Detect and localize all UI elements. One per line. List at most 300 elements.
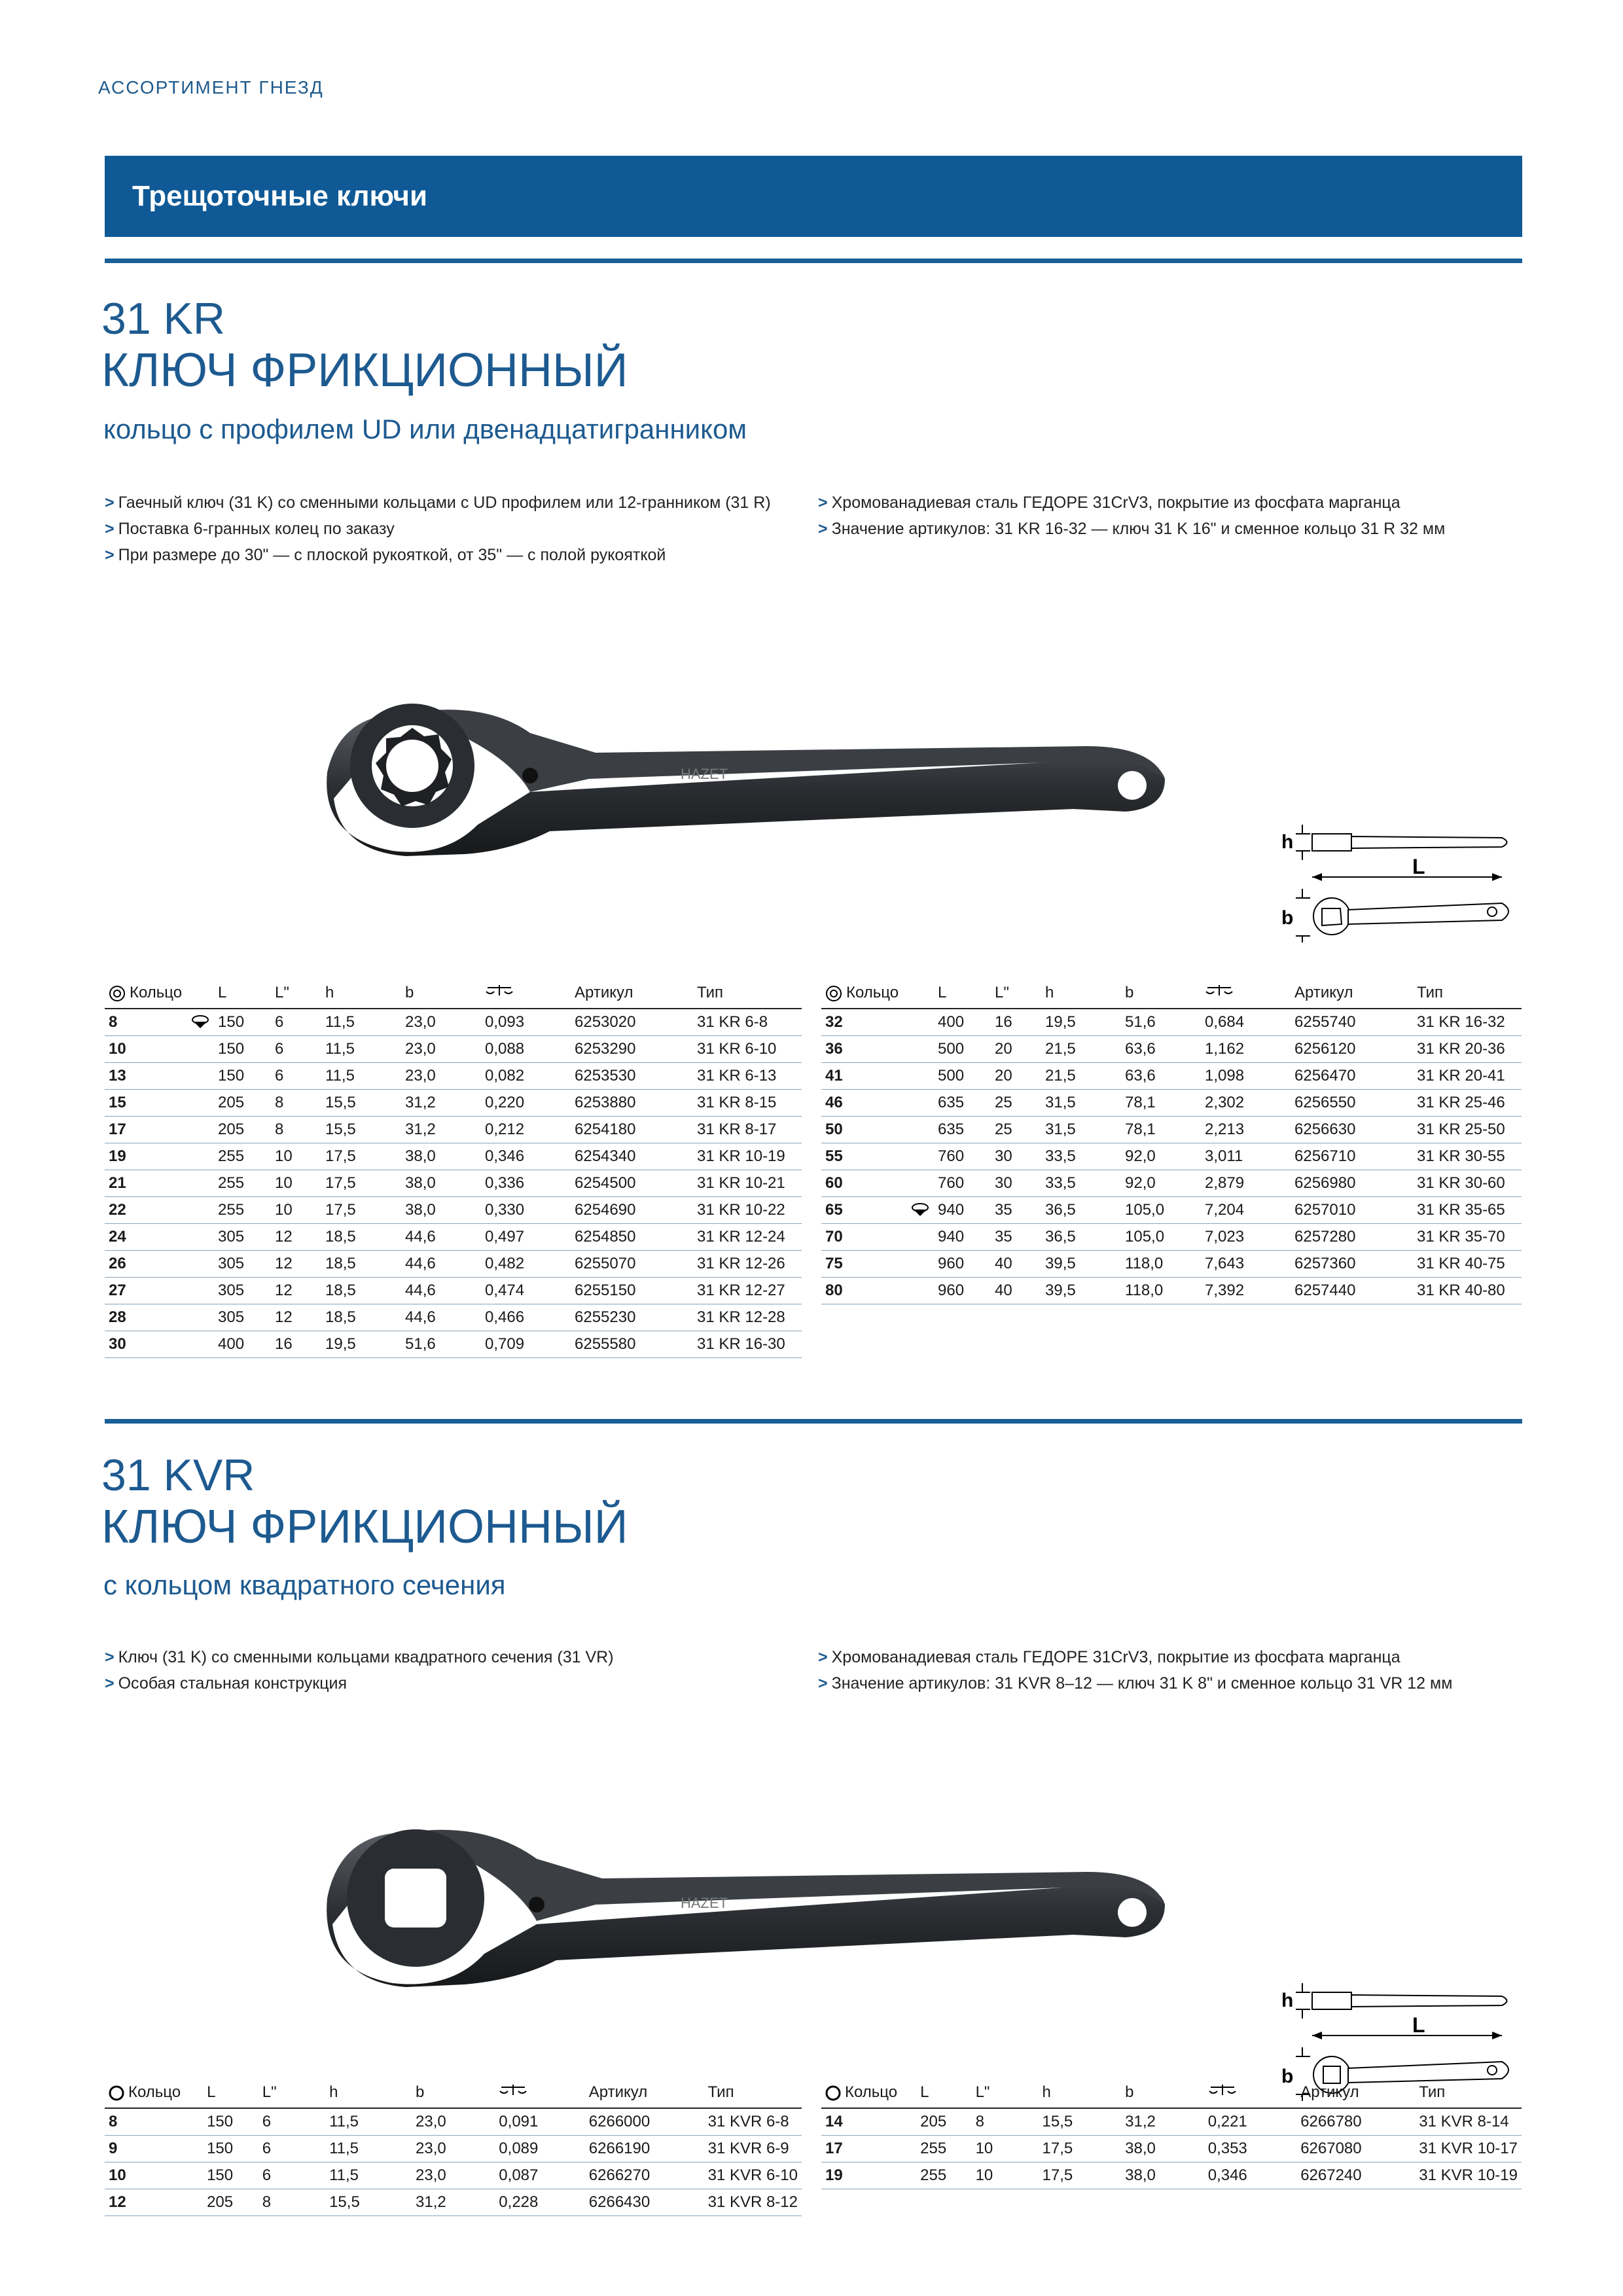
- cell-article: 6255150: [571, 1278, 693, 1304]
- cell-b: 23,0: [401, 1063, 481, 1090]
- cell-h: 17,5: [321, 1170, 401, 1197]
- table-row: [105, 1009, 802, 1036]
- cell-ring: 60: [821, 1170, 934, 1197]
- cell-b: 23,0: [401, 1036, 481, 1063]
- col-l-inch: L": [259, 2081, 325, 2108]
- table-row: [821, 1278, 1522, 1304]
- cell-l-inch: 35: [991, 1224, 1041, 1251]
- cell-article: 6256470: [1291, 1063, 1413, 1090]
- section-rule: [105, 259, 1522, 263]
- feature-item: > Хромованадиевая сталь ГЕДОРЕ 31CrV3, покрытие из фосфата марганца: [818, 1648, 1400, 1666]
- cell-article: 6267240: [1296, 2162, 1415, 2189]
- cell-type: 31 KR 20-41: [1413, 1063, 1522, 1090]
- cell-h: 18,5: [321, 1278, 401, 1304]
- cell-type: 31 KR 6-13: [693, 1063, 802, 1090]
- scale-icon: [1208, 2083, 1237, 2098]
- category-label: АССОРТИМЕНТ ГНЕЗД: [98, 77, 324, 98]
- cell-l-inch: 20: [991, 1063, 1041, 1090]
- cell-l: 500: [934, 1063, 991, 1090]
- cell-b: 78,1: [1121, 1117, 1201, 1143]
- cell-ring: 9: [105, 2136, 203, 2162]
- cell-type: 31 KR 35-70: [1413, 1224, 1522, 1251]
- arrow-icon: >: [818, 1674, 828, 1693]
- table-row: [105, 1197, 802, 1224]
- cell-ring: 10: [105, 1036, 214, 1063]
- cell-l-inch: 30: [991, 1143, 1041, 1170]
- cell-article: 6257010: [1291, 1197, 1413, 1224]
- cell-article: 6253290: [571, 1036, 693, 1063]
- cell-weight: 0,336: [481, 1170, 571, 1197]
- cell-weight: 0,346: [1204, 2162, 1296, 2189]
- cell-l-inch: 12: [271, 1304, 321, 1331]
- cell-ring: 17: [821, 2136, 916, 2162]
- cell-type: 31 KR 16-30: [693, 1331, 802, 1358]
- col-l: L: [916, 2081, 971, 2108]
- cell-l-inch: 6: [259, 2136, 325, 2162]
- cell-h: 11,5: [321, 1009, 401, 1036]
- cell-h: 11,5: [325, 2162, 412, 2189]
- cell-b: 44,6: [401, 1224, 481, 1251]
- col-type: Тип: [693, 982, 802, 1009]
- cell-article: 6266780: [1296, 2108, 1415, 2136]
- table-row: [821, 1143, 1522, 1170]
- cell-type: 31 KR 35-65: [1413, 1197, 1522, 1224]
- cell-article: 6253020: [571, 1009, 693, 1036]
- cell-l: 760: [934, 1143, 991, 1170]
- ud-profile-icon: [109, 985, 126, 1002]
- cell-b: 92,0: [1121, 1170, 1201, 1197]
- col-b: b: [412, 2081, 495, 2108]
- cell-type: 31 KR 16-32: [1413, 1009, 1522, 1036]
- cell-h: 18,5: [321, 1251, 401, 1278]
- col-h: h: [1041, 982, 1121, 1009]
- arrow-icon: >: [818, 520, 828, 538]
- cell-l: 960: [934, 1251, 991, 1278]
- cell-l: 305: [214, 1304, 271, 1331]
- cell-ring: 12: [105, 2189, 203, 2216]
- cell-article: 6266270: [585, 2162, 704, 2189]
- col-article: Артикул: [585, 2081, 704, 2108]
- cell-l-inch: 25: [991, 1090, 1041, 1117]
- arrow-icon: >: [105, 1674, 115, 1693]
- cell-h: 36,5: [1041, 1224, 1121, 1251]
- dim-h-label: h: [1281, 1990, 1294, 2011]
- cell-l-inch: 6: [259, 2108, 325, 2136]
- cell-l: 940: [934, 1224, 991, 1251]
- cell-ring: 19: [821, 2162, 916, 2189]
- cell-l: 760: [934, 1170, 991, 1197]
- svg-text:HAZET: HAZET: [681, 1895, 728, 1911]
- cell-h: 11,5: [325, 2136, 412, 2162]
- cell-weight: 0,346: [481, 1143, 571, 1170]
- cell-article: 6253530: [571, 1063, 693, 1090]
- cell-h: 31,5: [1041, 1090, 1121, 1117]
- cell-article: 6254690: [571, 1197, 693, 1224]
- cell-article: 6254500: [571, 1170, 693, 1197]
- arrow-icon: >: [818, 1648, 828, 1666]
- cell-type: 31 KR 10-22: [693, 1197, 802, 1224]
- cell-b: 105,0: [1121, 1224, 1201, 1251]
- cell-b: 38,0: [1121, 2136, 1204, 2162]
- product-name: КЛЮЧ ФРИКЦИОННЫЙ: [101, 1501, 628, 1553]
- cell-ring: 21: [105, 1170, 214, 1197]
- col-type: Тип: [1415, 2081, 1522, 2108]
- cell-ring: 80: [821, 1278, 934, 1304]
- cell-h: 15,5: [325, 2189, 412, 2216]
- col-ring: Кольцо: [821, 982, 934, 1009]
- cell-ring: 19: [105, 1143, 214, 1170]
- cell-b: 63,6: [1121, 1036, 1201, 1063]
- table-header-row: [821, 2081, 1522, 2108]
- col-b: b: [1121, 2081, 1204, 2108]
- col-weight: [495, 2081, 584, 2108]
- cell-article: 6255230: [571, 1304, 693, 1331]
- cell-b: 23,0: [412, 2136, 495, 2162]
- cell-ring: 26: [105, 1251, 214, 1278]
- cell-ring: 8: [105, 2108, 203, 2136]
- cell-weight: 0,228: [495, 2189, 584, 2216]
- table-row: [105, 2189, 802, 2216]
- cell-l: 205: [214, 1117, 271, 1143]
- cell-l-inch: 40: [991, 1251, 1041, 1278]
- table-row: [821, 1197, 1522, 1224]
- table-row: [105, 1251, 802, 1278]
- product-code: 31 KR: [101, 294, 225, 344]
- table-header-row: [105, 982, 802, 1009]
- cell-l: 255: [916, 2136, 971, 2162]
- table-header-row: [105, 2081, 802, 2108]
- cell-b: 51,6: [401, 1331, 481, 1358]
- cell-l: 150: [203, 2136, 259, 2162]
- cell-b: 38,0: [401, 1170, 481, 1197]
- spec-table-right: [821, 2081, 1522, 2189]
- cell-type: 31 KR 20-36: [1413, 1036, 1522, 1063]
- cell-b: 23,0: [412, 2108, 495, 2136]
- cell-l-inch: 8: [972, 2108, 1039, 2136]
- cell-ring: 75: [821, 1251, 934, 1278]
- feature-item: > Особая стальная конструкция: [105, 1674, 348, 1693]
- cell-b: 105,0: [1121, 1197, 1201, 1224]
- cell-article: 6257280: [1291, 1224, 1413, 1251]
- cell-l-inch: 10: [972, 2162, 1039, 2189]
- col-ring: Кольцо: [821, 2081, 916, 2108]
- cell-b: 38,0: [1121, 2162, 1204, 2189]
- cell-h: 15,5: [321, 1090, 401, 1117]
- cell-weight: 0,093: [481, 1009, 571, 1036]
- cell-l-inch: 10: [271, 1143, 321, 1170]
- cell-b: 31,2: [412, 2189, 495, 2216]
- feature-list-left: [105, 490, 771, 568]
- cell-type: 31 KR 25-46: [1413, 1090, 1522, 1117]
- cell-weight: 0,684: [1201, 1009, 1291, 1036]
- col-b: b: [401, 982, 481, 1009]
- cell-article: 6266430: [585, 2189, 704, 2216]
- col-article: Артикул: [571, 982, 693, 1009]
- table-row: [105, 1036, 802, 1063]
- scale-icon: [499, 2083, 527, 2098]
- cell-ring: 22: [105, 1197, 214, 1224]
- cell-type: 31 KR 30-60: [1413, 1170, 1522, 1197]
- cell-l: 255: [214, 1197, 271, 1224]
- cell-b: 44,6: [401, 1278, 481, 1304]
- cell-l: 205: [916, 2108, 971, 2136]
- section-rule: [105, 1419, 1522, 1424]
- cell-l: 150: [203, 2108, 259, 2136]
- cell-h: 33,5: [1041, 1170, 1121, 1197]
- cell-l: 255: [916, 2162, 971, 2189]
- cell-type: 31 KR 40-75: [1413, 1251, 1522, 1278]
- cell-l-inch: 8: [271, 1090, 321, 1117]
- cell-b: 51,6: [1121, 1009, 1201, 1036]
- cell-type: 31 KR 8-15: [693, 1090, 802, 1117]
- cell-l: 150: [203, 2162, 259, 2189]
- cell-l-inch: 8: [259, 2189, 325, 2216]
- cell-b: 38,0: [401, 1197, 481, 1224]
- cell-h: 11,5: [321, 1063, 401, 1090]
- cell-type: 31 KR 12-27: [693, 1278, 802, 1304]
- cell-ring: 65: [821, 1197, 934, 1224]
- cell-weight: 0,474: [481, 1278, 571, 1304]
- table-row: [105, 1090, 802, 1117]
- cell-type: 31 KR 6-10: [693, 1036, 802, 1063]
- col-l: L: [203, 2081, 259, 2108]
- cell-type: 31 KR 10-21: [693, 1170, 802, 1197]
- table-row: [105, 1331, 802, 1358]
- cell-weight: 0,087: [495, 2162, 584, 2189]
- cell-article: 6257360: [1291, 1251, 1413, 1278]
- cell-ring: 55: [821, 1143, 934, 1170]
- profile-variant-icon: [190, 1014, 210, 1030]
- cell-l-inch: 6: [271, 1036, 321, 1063]
- product-name: КЛЮЧ ФРИКЦИОННЫЙ: [101, 344, 628, 397]
- cell-h: 21,5: [1041, 1063, 1121, 1090]
- arrow-icon: >: [105, 520, 115, 538]
- square-ring-icon: [825, 2085, 841, 2101]
- cell-weight: 0,482: [481, 1251, 571, 1278]
- table-row: [105, 1117, 802, 1143]
- cell-type: 31 KR 12-26: [693, 1251, 802, 1278]
- svg-text:HAZET: HAZET: [681, 766, 728, 782]
- cell-l-inch: 25: [991, 1117, 1041, 1143]
- table-row: [821, 1224, 1522, 1251]
- cell-l-inch: 10: [972, 2136, 1039, 2162]
- cell-weight: 0,212: [481, 1117, 571, 1143]
- wrench-photo: [314, 1806, 1178, 2003]
- cell-type: 31 KVR 8-12: [704, 2189, 802, 2216]
- spec-table-right: [821, 982, 1522, 1304]
- cell-h: 33,5: [1041, 1143, 1121, 1170]
- col-ring: Кольцо: [105, 982, 214, 1009]
- feature-item: > Значение артикулов: 31 KR 16-32 — ключ 31 K 16" и сменное кольцо 31 R 32 мм: [818, 520, 1446, 538]
- cell-article: 6256550: [1291, 1090, 1413, 1117]
- feature-item: > Хромованадиевая сталь ГЕДОРЕ 31CrV3, покрытие из фосфата марганца: [818, 493, 1400, 512]
- cell-ring: 24: [105, 1224, 214, 1251]
- product-subtitle: с кольцом квадратного сечения: [103, 1570, 506, 1600]
- ud-profile-icon: [825, 985, 842, 1002]
- cell-weight: 7,643: [1201, 1251, 1291, 1278]
- cell-h: 39,5: [1041, 1278, 1121, 1304]
- cell-ring: 10: [105, 2162, 203, 2189]
- cell-b: 31,2: [401, 1090, 481, 1117]
- cell-h: 36,5: [1041, 1197, 1121, 1224]
- cell-h: 21,5: [1041, 1036, 1121, 1063]
- cell-type: 31 KVR 6-9: [704, 2136, 802, 2162]
- cell-weight: 0,091: [495, 2108, 584, 2136]
- feature-item: > Гаечный ключ (31 K) со сменными кольцами с UD профилем или 12-гранником (31 R): [105, 493, 771, 512]
- col-b: b: [1121, 982, 1201, 1009]
- cell-l: 400: [934, 1009, 991, 1036]
- cell-l-inch: 12: [271, 1251, 321, 1278]
- cell-type: 31 KVR 8-14: [1415, 2108, 1522, 2136]
- cell-ring: 50: [821, 1117, 934, 1143]
- table-row: [105, 1143, 802, 1170]
- feature-item: > При размере до 30" — с плоской рукояткой, от 35" — с полой рукояткой: [105, 546, 666, 564]
- cell-article: 6256630: [1291, 1117, 1413, 1143]
- cell-weight: 0,089: [495, 2136, 584, 2162]
- col-weight: [1201, 982, 1291, 1009]
- cell-l: 205: [214, 1090, 271, 1117]
- cell-l: 150: [214, 1063, 271, 1090]
- cell-l-inch: 40: [991, 1278, 1041, 1304]
- cell-article: 6253880: [571, 1090, 693, 1117]
- dim-l-label: L: [1412, 2013, 1425, 2037]
- cell-l: 255: [214, 1143, 271, 1170]
- cell-article: 6266190: [585, 2136, 704, 2162]
- cell-weight: 1,162: [1201, 1036, 1291, 1063]
- cell-h: 17,5: [1039, 2162, 1122, 2189]
- cell-weight: 0,221: [1204, 2108, 1296, 2136]
- cell-l-inch: 16: [991, 1009, 1041, 1036]
- cell-type: 31 KR 10-19: [693, 1143, 802, 1170]
- cell-ring: 27: [105, 1278, 214, 1304]
- cell-type: 31 KR 40-80: [1413, 1278, 1522, 1304]
- cell-ring: 17: [105, 1117, 214, 1143]
- cell-b: 31,2: [401, 1117, 481, 1143]
- cell-l: 940: [934, 1197, 991, 1224]
- cell-l: 400: [214, 1331, 271, 1358]
- arrow-icon: >: [105, 493, 115, 512]
- cell-h: 17,5: [1039, 2136, 1122, 2162]
- cell-l: 635: [934, 1090, 991, 1117]
- feature-list-right: [818, 1644, 1452, 1696]
- arrow-icon: >: [818, 493, 828, 512]
- cell-l-inch: 6: [259, 2162, 325, 2189]
- cell-weight: 1,098: [1201, 1063, 1291, 1090]
- table-header-row: [821, 982, 1522, 1009]
- cell-l-inch: 6: [271, 1009, 321, 1036]
- cell-ring: 8: [105, 1009, 214, 1036]
- col-l-inch: L": [972, 2081, 1039, 2108]
- table-row: [105, 2162, 802, 2189]
- col-l-inch: L": [271, 982, 321, 1009]
- cell-type: 31 KR 8-17: [693, 1117, 802, 1143]
- cell-h: 18,5: [321, 1224, 401, 1251]
- table-row: [821, 2108, 1522, 2136]
- cell-ring: 36: [821, 1036, 934, 1063]
- product-subtitle: кольцо с профилем UD или двенадцатигранником: [103, 414, 747, 444]
- cell-article: 6254340: [571, 1143, 693, 1170]
- cell-l-inch: 8: [271, 1117, 321, 1143]
- cell-weight: 2,213: [1201, 1117, 1291, 1143]
- scale-icon: [1205, 984, 1234, 998]
- cell-h: 39,5: [1041, 1251, 1121, 1278]
- product-code: 31 KVR: [101, 1450, 255, 1500]
- cell-weight: 0,709: [481, 1331, 571, 1358]
- table-row: [821, 1170, 1522, 1197]
- col-h: h: [325, 2081, 412, 2108]
- col-l-inch: L": [991, 982, 1041, 1009]
- cell-ring: 30: [105, 1331, 214, 1358]
- cell-l-inch: 16: [271, 1331, 321, 1358]
- table-row: [821, 2162, 1522, 2189]
- cell-article: 6256980: [1291, 1170, 1413, 1197]
- col-article: Артикул: [1291, 982, 1413, 1009]
- cell-type: 31 KVR 6-10: [704, 2162, 802, 2189]
- table-row: [105, 1304, 802, 1331]
- col-l: L: [934, 982, 991, 1009]
- cell-h: 15,5: [321, 1117, 401, 1143]
- arrow-icon: >: [105, 546, 115, 564]
- cell-article: 6255740: [1291, 1009, 1413, 1036]
- cell-h: 17,5: [321, 1143, 401, 1170]
- table-row: [821, 1036, 1522, 1063]
- cell-l-inch: 30: [991, 1170, 1041, 1197]
- cell-type: 31 KR 12-28: [693, 1304, 802, 1331]
- cell-b: 118,0: [1121, 1278, 1201, 1304]
- table-row: [105, 1170, 802, 1197]
- cell-article: 6256120: [1291, 1036, 1413, 1063]
- cell-l: 305: [214, 1224, 271, 1251]
- cell-h: 19,5: [1041, 1009, 1121, 1036]
- cell-weight: 7,392: [1201, 1278, 1291, 1304]
- table-row: [821, 2136, 1522, 2162]
- cell-h: 19,5: [321, 1331, 401, 1358]
- cell-l-inch: 10: [271, 1197, 321, 1224]
- cell-article: 6255070: [571, 1251, 693, 1278]
- feature-item: > Ключ (31 K) со сменными кольцами квадратного сечения (31 VR): [105, 1648, 614, 1666]
- cell-l: 305: [214, 1251, 271, 1278]
- table-row: [105, 1278, 802, 1304]
- cell-type: 31 KVR 6-8: [704, 2108, 802, 2136]
- cell-weight: 7,204: [1201, 1197, 1291, 1224]
- cell-type: 31 KR 25-50: [1413, 1117, 1522, 1143]
- feature-list-right: [818, 490, 1445, 542]
- scale-icon: [485, 984, 514, 998]
- cell-b: 38,0: [401, 1143, 481, 1170]
- section-banner: Трещоточные ключи: [105, 156, 1522, 237]
- cell-type: 31 KR 6-8: [693, 1009, 802, 1036]
- cell-weight: 7,023: [1201, 1224, 1291, 1251]
- cell-l-inch: 35: [991, 1197, 1041, 1224]
- cell-b: 92,0: [1121, 1143, 1201, 1170]
- cell-l-inch: 12: [271, 1278, 321, 1304]
- dim-h-label: h: [1281, 831, 1294, 853]
- cell-article: 6255580: [571, 1331, 693, 1358]
- cell-l: 305: [214, 1278, 271, 1304]
- cell-ring: 32: [821, 1009, 934, 1036]
- cell-l: 500: [934, 1036, 991, 1063]
- table-row: [105, 1224, 802, 1251]
- cell-ring: 28: [105, 1304, 214, 1331]
- profile-variant-icon: [910, 1202, 930, 1217]
- dim-b-label: b: [1281, 907, 1294, 929]
- cell-weight: 2,879: [1201, 1170, 1291, 1197]
- cell-l-inch: 12: [271, 1224, 321, 1251]
- cell-b: 78,1: [1121, 1090, 1201, 1117]
- cell-article: 6254180: [571, 1117, 693, 1143]
- dim-b-label: b: [1281, 2066, 1294, 2087]
- cell-l: 205: [203, 2189, 259, 2216]
